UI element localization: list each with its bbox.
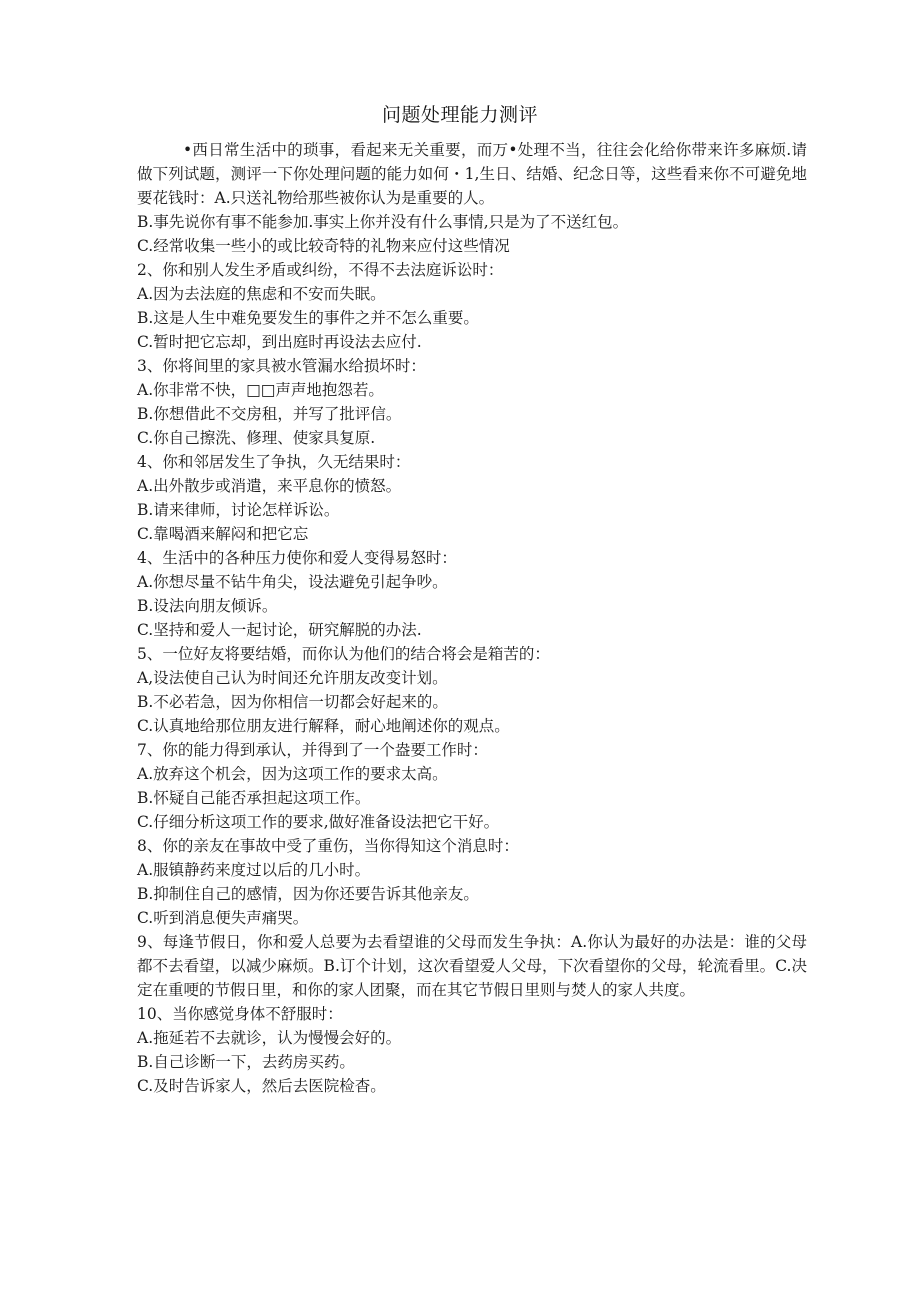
option-line: B.请来律师，讨论怎样诉讼。 [137, 501, 340, 519]
option-line: C.及时告诉家人，然后去医院检杳。 [137, 1077, 386, 1095]
question-line: 4、生活中的各种压力使你和爱人变得易怒时： [137, 549, 457, 567]
question-line: 3、你将间里的家具被水管漏水给损坏时： [137, 357, 426, 375]
option-line: B.设法向朋友倾诉。 [137, 597, 278, 615]
option-line: A.服镇静药来度过以后的几小时。 [137, 861, 371, 879]
option-line: B.自己诊断一下，去药房买药。 [137, 1053, 355, 1071]
option-line: A.因为去法庭的焦虑和不安而失眠。 [137, 285, 386, 303]
question-paragraph: 9、每逢节假日，你和爱人总要为去看望谁的父母而发生争执：A.你认为最好的办法是：谁的父母都不去看望，以减少麻烦。B.订个计划，这次看望爱人父母，下次看望你的父母，轮流看里。C.决定在重哽的节假日里，和你的家人团聚，而在其它节假日里则与焚人的家人共度。 [137, 933, 807, 999]
option-line: A,设法使自己认为时间还允许朋友改变计划。 [137, 669, 448, 687]
option-line: C.靠喝酒来解闷和把它忘 [137, 525, 309, 543]
option-line: C.经常收集一些小的或比较奇特的礼物来应付这些情况 [137, 237, 510, 255]
option-line: A.拖延若不去就诊，认为慢慢会好的。 [137, 1029, 402, 1047]
intro-paragraph: •西日常生活中的琐事，看起来无关重要，而万•处理不当，往往会化给你带来许多麻烦.请做下列试题，测评一下你处理问题的能力如何・1,生日、结婚、纪念日等，这些看来你不可避免地要花钱时：A.只送礼物给那些被你认为是重要的人。 [137, 141, 807, 207]
document-title: 问题处理能力测评 [381, 104, 538, 126]
option-line: C.坚持和爱人一起讨论，研究解脱的办法. [137, 621, 422, 639]
option-line: B.怀疑自己能否承担起这项工作。 [137, 789, 371, 807]
option-line: B.这是人生中难免要发生的事件之并不怎么重要。 [137, 309, 479, 327]
document-body [137, 138, 807, 1098]
option-line: A.出外散步或消遣，来平息你的愤怒。 [137, 477, 402, 495]
option-line: B.抑制住自己的感情，因为你还要告诉其他亲友。 [137, 885, 479, 903]
option-line: C.你自己擦洗、修理、使家具复原. [137, 429, 376, 447]
option-line: B.不必若急，因为你相信一切都会好起来的。 [137, 693, 448, 711]
option-line: B.你想借此不交房租，并写了批评信。 [137, 405, 402, 423]
question-line: 4、你和邻居发生了争执，久无结果时： [137, 453, 411, 471]
option-line: A.你非常不快，□□声声地抱怨若。 [137, 381, 384, 399]
option-line: C.听到消息便失声痛哭。 [137, 909, 309, 927]
question-line: 2、你和别人发生矛盾或纠纷，不得不去法庭诉讼时： [137, 261, 504, 279]
question-line: 7、你的能力得到承认，并得到了一个盎要工作时： [137, 741, 488, 759]
option-line: C.认真地给那位朋友进行解释，耐心地阐述你的观点。 [137, 717, 510, 735]
question-line: 10、当你感觉身体不舒服时： [137, 1005, 343, 1023]
option-line: A.放弃这个机会，因为这项工作的要求太高。 [137, 765, 448, 783]
option-line: C.暂时把它忘却，到出庭时再设法去应付. [137, 333, 422, 351]
option-line: C.仔细分析这项工作的要求,做好准备设法把它干好。 [137, 813, 500, 831]
option-line: A.你想尽量不钻牛角尖，设法避免引起争吵。 [137, 573, 448, 591]
question-line: 8、你的亲友在事故中受了重伤，当你得知这个消息时： [137, 837, 519, 855]
question-line: 5、一位好友将要结婚，而你认为他们的结合将会是箱苦的： [137, 645, 550, 663]
option-line: B.事先说你有事不能参加.事实上你并没有什么事情,只是为了不送红包。 [137, 213, 629, 231]
